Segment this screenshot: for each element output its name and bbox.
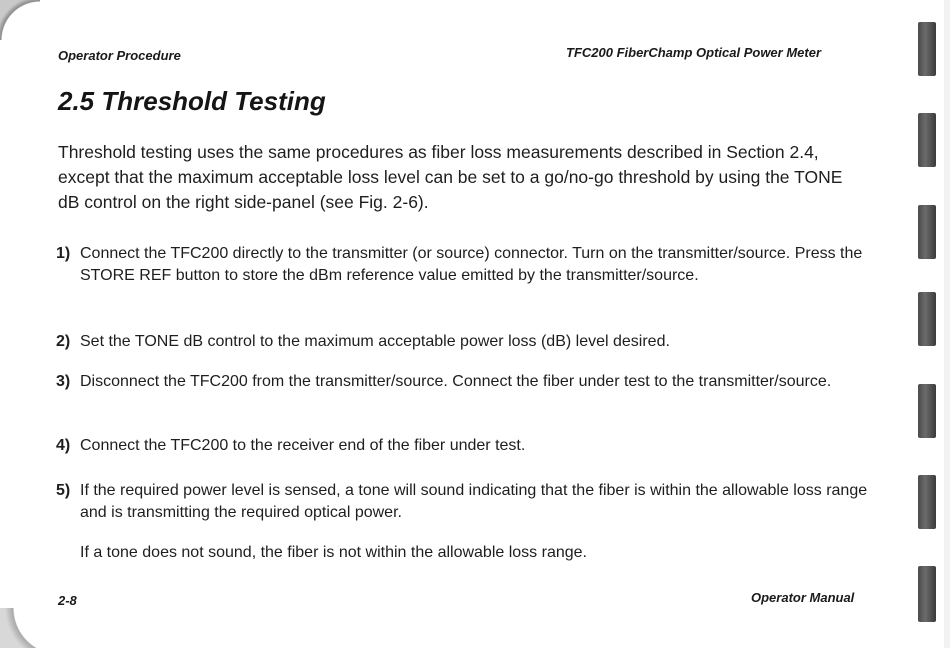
note-paragraph: If a tone does not sound, the fiber is not within the allowable loss range. [80, 544, 587, 561]
thumb-index-tab [918, 566, 936, 622]
step-text: Connect the TFC200 to the receiver end of the fiber under test. [80, 437, 526, 454]
thumb-index-tab [918, 384, 936, 438]
section-title: 2.5 Threshold Testing [58, 86, 326, 116]
step-number: 5) [56, 482, 71, 499]
step-number: 2) [56, 333, 71, 350]
thumb-index-tab [918, 475, 936, 529]
running-header-left: Operator Procedure [58, 48, 181, 63]
page-right-edge [944, 0, 950, 648]
running-footer-right: Operator Manual [751, 590, 855, 605]
step-text: Set the TONE dB control to the maximum acceptable power loss (dB) level desired. [80, 333, 670, 350]
step-number: 1) [56, 245, 71, 262]
intro-paragraph: Threshold testing uses the same procedures as fiber loss measurements described in Section 2.4, except that the maximum acceptable loss level can be set to a go/no-go threshold by using the TONE dB control on the right side-panel (see Fig. 2-6). [58, 142, 843, 212]
scan-corner-bottom-left [0, 608, 60, 648]
step-number: 3) [56, 373, 71, 390]
step-number: 4) [56, 437, 71, 454]
step-text: Disconnect the TFC200 from the transmitter/source. Connect the fiber under test to the transmitter/source. [80, 373, 832, 390]
thumb-index-tab [918, 113, 936, 167]
thumb-index-tab [918, 22, 936, 76]
scan-corner-top-left [0, 0, 40, 40]
step-text: If the required power level is sensed, a tone will sound indicating that the fiber is within the allowable loss range and is transmitting the required optical power. [80, 482, 868, 521]
step-text: Connect the TFC200 directly to the transmitter (or source) connector. Turn on the transmitter/source. Press the STORE REF button to store the dBm reference value emitted by the transmitter/source. [80, 245, 863, 284]
thumb-index-tab [918, 292, 936, 346]
thumb-index-tab [918, 205, 936, 259]
page-number: 2-8 [58, 593, 77, 608]
running-header-right: TFC200 FiberChamp Optical Power Meter [566, 45, 822, 60]
